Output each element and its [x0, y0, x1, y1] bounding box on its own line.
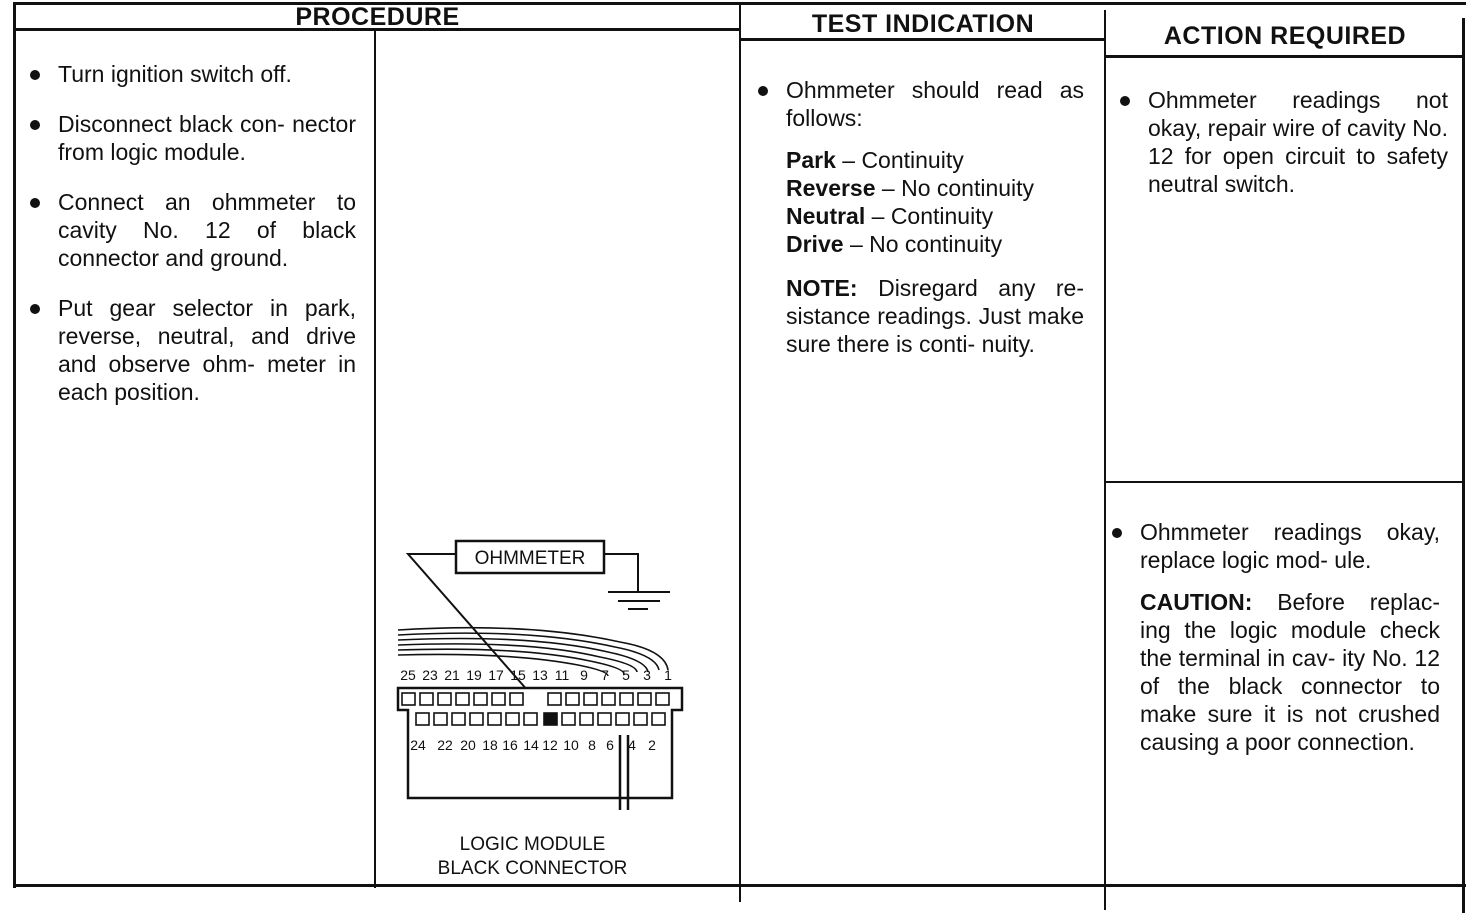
cavity [506, 713, 519, 725]
procedure-column [28, 60, 356, 428]
test-indication-intro: Ohmmeter should read as follows: [756, 76, 1084, 132]
cavity [474, 693, 487, 705]
cavity [656, 693, 669, 705]
cavity [584, 693, 597, 705]
cavity [602, 693, 615, 705]
caption-line-1: LOGIC MODULE [459, 834, 606, 855]
cavity-number: 12 [542, 737, 558, 753]
cavity [492, 693, 505, 705]
table-left-border [13, 2, 16, 888]
ground-lead [604, 554, 638, 592]
cavity-number: 20 [460, 737, 476, 753]
action-not-okay [1118, 86, 1448, 220]
cavity-number: 5 [622, 667, 630, 683]
reading-neutral [786, 202, 1084, 230]
cavity [456, 693, 469, 705]
cavity [510, 693, 523, 705]
test-indication-list [756, 76, 1084, 132]
cavity [620, 693, 633, 705]
cavity-number: 14 [523, 737, 539, 753]
note-text: Disregard any re- sistance readings. Just make sure there is conti- nuity. [786, 275, 1084, 357]
cavity [638, 693, 651, 705]
cavity-number: 8 [588, 737, 596, 753]
procedure-step: Connect an ohmmeter to cavity No. 12 of black connector and ground. [28, 188, 356, 272]
cavity [470, 713, 483, 725]
cavity-number: 7 [601, 667, 609, 683]
ohmmeter-label: OHMMETER [474, 548, 586, 569]
gear-readings [756, 146, 1084, 358]
cavity-number: 19 [466, 667, 482, 683]
cavity [634, 713, 647, 725]
cavity-number: 11 [554, 667, 570, 683]
procedure-step: Put gear selector in park, reverse, neutral, and drive and observe ohm- meter in each position. [28, 294, 356, 406]
reading-gear: Park [786, 147, 836, 173]
cavity-number: 25 [400, 667, 416, 683]
reading-gear: Neutral [786, 203, 866, 229]
cavity-number: 13 [532, 667, 548, 683]
table-right-border [1462, 18, 1465, 913]
reading-gear: Reverse [786, 175, 876, 201]
caution-text: Before replac- ing the logic module check the terminal in cav- ity No. 12 of the black connector to make sure it is not crushed causing a poor connection. [1140, 589, 1440, 755]
cavity [402, 693, 415, 705]
action-okay-text: Ohmmeter readings okay, replace logic mod- ule. [1110, 518, 1440, 574]
cavity-number: 16 [502, 737, 518, 753]
column-divider-2 [739, 2, 741, 902]
cavity-number: 18 [482, 737, 498, 753]
cavity-number: 4 [628, 737, 636, 753]
cavity [434, 713, 447, 725]
cavity [548, 693, 561, 705]
cavity [566, 693, 579, 705]
note-label: NOTE: [786, 275, 858, 301]
reading-result: – Continuity [871, 203, 994, 229]
header-action-required: ACTION REQUIRED [1163, 22, 1407, 50]
cavity [598, 713, 611, 725]
cavity [416, 713, 429, 725]
cavity-number: 9 [580, 667, 588, 683]
cavity-number: 24 [410, 737, 426, 753]
cavity-number: 23 [422, 667, 438, 683]
caution-note [1110, 588, 1440, 756]
reading-result: – No continuity [881, 175, 1035, 201]
action-not-okay-list [1118, 86, 1448, 198]
header-underline-action [1105, 55, 1465, 58]
procedure-steps [28, 60, 356, 406]
reading-result: – Continuity [842, 147, 964, 173]
cavity-number: 15 [510, 667, 526, 683]
caution-label: CAUTION: [1140, 589, 1253, 615]
reading-park [786, 146, 1084, 174]
cavity [616, 713, 629, 725]
cavity [420, 693, 433, 705]
action-row-divider [1105, 481, 1463, 483]
cavity [488, 713, 501, 725]
cavity [652, 713, 665, 725]
cavity-number: 22 [437, 737, 453, 753]
procedure-step: Turn ignition switch off. [28, 60, 356, 88]
header-procedure: PROCEDURE [295, 3, 460, 31]
cavity [580, 713, 593, 725]
column-divider-3 [1104, 10, 1106, 910]
column-divider-1 [374, 30, 376, 888]
cavity [562, 713, 575, 725]
cavity [438, 693, 451, 705]
reading-result: – No continuity [849, 231, 1003, 257]
cavity-number: 1 [664, 667, 672, 683]
ground-symbol-icon [608, 592, 670, 609]
cavity-number: 6 [606, 737, 614, 753]
cavity-number: 17 [488, 667, 504, 683]
reading-drive [786, 230, 1084, 258]
header-test-indication: TEST INDICATION [811, 10, 1035, 38]
reading-gear: Drive [786, 231, 844, 257]
cavity-number: 2 [648, 737, 656, 753]
test-indication-column [756, 76, 1084, 358]
cavity-number: 10 [563, 737, 579, 753]
cavity [452, 713, 465, 725]
test-note [786, 274, 1084, 358]
connector-diagram [380, 530, 735, 820]
action-okay-list [1110, 518, 1440, 574]
reading-reverse [786, 174, 1084, 202]
action-okay [1110, 518, 1440, 756]
cavity-12-probed [544, 713, 557, 725]
cavity [524, 713, 537, 725]
cavity-number: 3 [643, 667, 651, 683]
cavity-number: 21 [444, 667, 460, 683]
top-row-labels [400, 667, 672, 683]
caption-line-2: BLACK CONNECTOR [437, 858, 628, 879]
procedure-step: Disconnect black con- nector from logic module. [28, 110, 356, 166]
diagram-caption [400, 833, 665, 881]
action-not-okay-text: Ohmmeter readings not okay, repair wire of cavity No. 12 for open circuit to safety neutral switch. [1118, 86, 1448, 198]
